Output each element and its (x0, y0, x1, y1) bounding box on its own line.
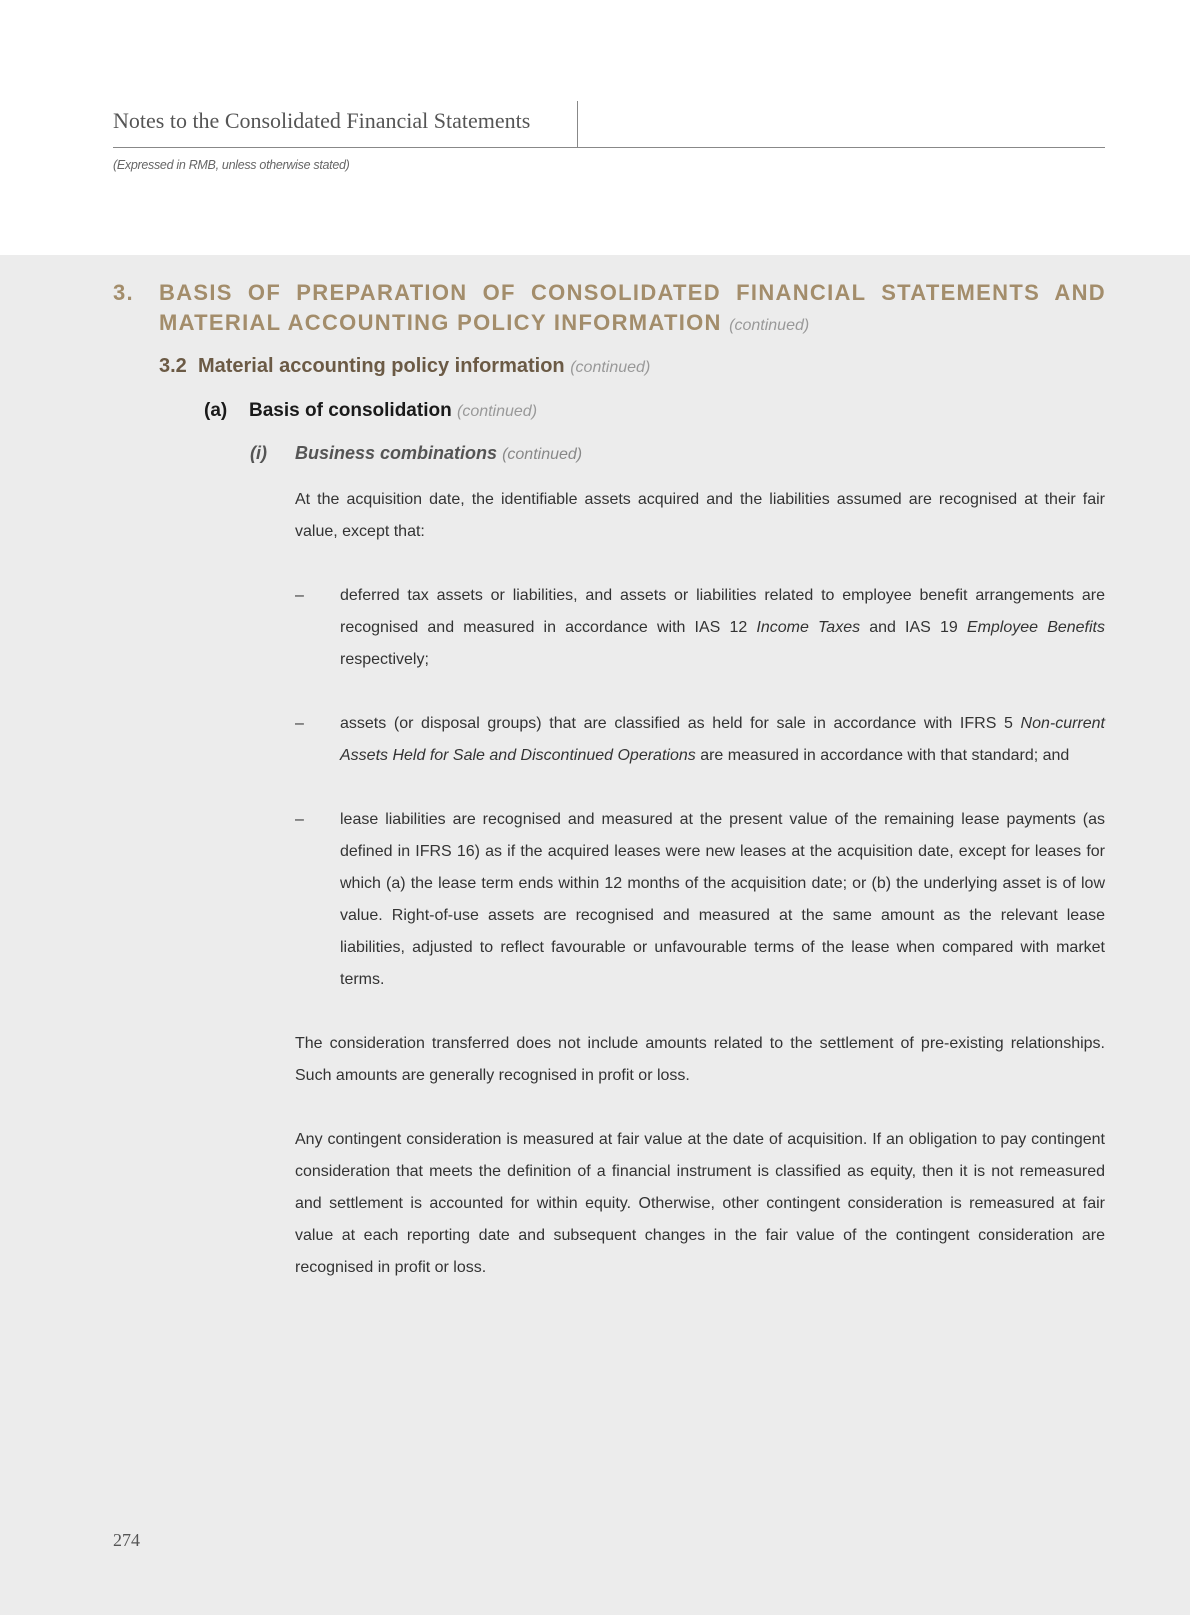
subitem-title: Business combinations (295, 443, 498, 463)
item-heading (204, 400, 537, 422)
standard-name: Income Taxes (756, 619, 861, 636)
paragraph-contingent: Any contingent consideration is measured at fair value at the date of acquisition. If an obligation to pay contingent consideration that meets the definition of a financial instrument is classified as equity, then it is not remeasured and settlement is accounted for within equity. Otherwise, other contingent consideration is remeasured at fair value at each reporting date and subsequent changes in the fair value of the contingent consideration are recognised in profit or loss. (295, 1131, 1105, 1276)
bullet-text: assets (or disposal groups) that are classified as held for sale in accordance with IFRS 5 (340, 715, 1021, 732)
section-title: BASIS OF PREPARATION OF CONSOLIDATED FINANCIAL STATEMENTS AND MATERIAL ACCOUNTING POLICY INFORMATION (159, 280, 1106, 335)
bullet-text: lease liabilities are recognised and measured at the present value of the remaining lease payments (as defined in IFRS 16) as if the acquired leases were new leases at the acquisition date, except for leases for which (a) the lease term ends within 12 months of the acquisition date; or (b) the underlying asset is of low value. Right-of-use assets are recognised and measured at the same amount as the relevant lease liabilities, adjusted to reflect favourable or unfavourable terms of the lease when compared with market terms. (340, 811, 1105, 988)
subsection-heading (159, 355, 650, 378)
item-title: Basis of consolidation (249, 400, 452, 421)
subsection-continued: (continued) (570, 359, 651, 376)
bullet-dash: – (295, 587, 304, 604)
paragraph-consideration: The consideration transferred does not include amounts related to the settlement of pre-existing relationships. Such amounts are generally recognised in profit or loss. (295, 1035, 1105, 1084)
section-number: 3. (113, 280, 134, 305)
bullet-text: deferred tax assets or liabilities, and assets or liabilities related to employee benefit arrangements are recognised and measured in accordance with IAS 12 (340, 587, 1105, 636)
subitem-label: (i) (250, 443, 267, 463)
bullet-text: are measured in accordance with that standard; and (695, 747, 1070, 764)
bullet-text: and IAS 19 (860, 619, 967, 636)
item-continued: (continued) (456, 403, 538, 420)
paragraph-intro: At the acquisition date, the identifiable assets acquired and the liabilities assumed are recognised at their fair value, except that: (295, 491, 1105, 540)
running-header-title: Notes to the Consolidated Financial Statements (113, 108, 531, 133)
page-number: 274 (113, 1530, 140, 1550)
section-continued: (continued) (729, 317, 810, 334)
bullet-dash: – (295, 811, 304, 828)
standard-name: Employee Benefits (966, 619, 1105, 636)
bullet-item (295, 804, 1105, 996)
header-divider-vertical (577, 101, 578, 147)
header-subtitle: (Expressed in RMB, unless otherwise stated) (113, 158, 350, 172)
subsection-title: Material accounting policy information (197, 355, 565, 377)
bullet-text: respectively; (340, 651, 429, 668)
bullet-dash: – (295, 715, 304, 732)
item-label: (a) (204, 400, 228, 421)
subsection-number: 3.2 (159, 355, 187, 377)
bullet-item (295, 708, 1105, 772)
section-heading (113, 278, 1106, 341)
standard-name: Non-current Assets Held for Sale and Discontinued Operations (340, 715, 1105, 764)
bullet-item (295, 580, 1105, 676)
subitem-heading (250, 443, 582, 464)
header-rule (113, 147, 1105, 148)
subitem-continued: (continued) (502, 446, 583, 463)
